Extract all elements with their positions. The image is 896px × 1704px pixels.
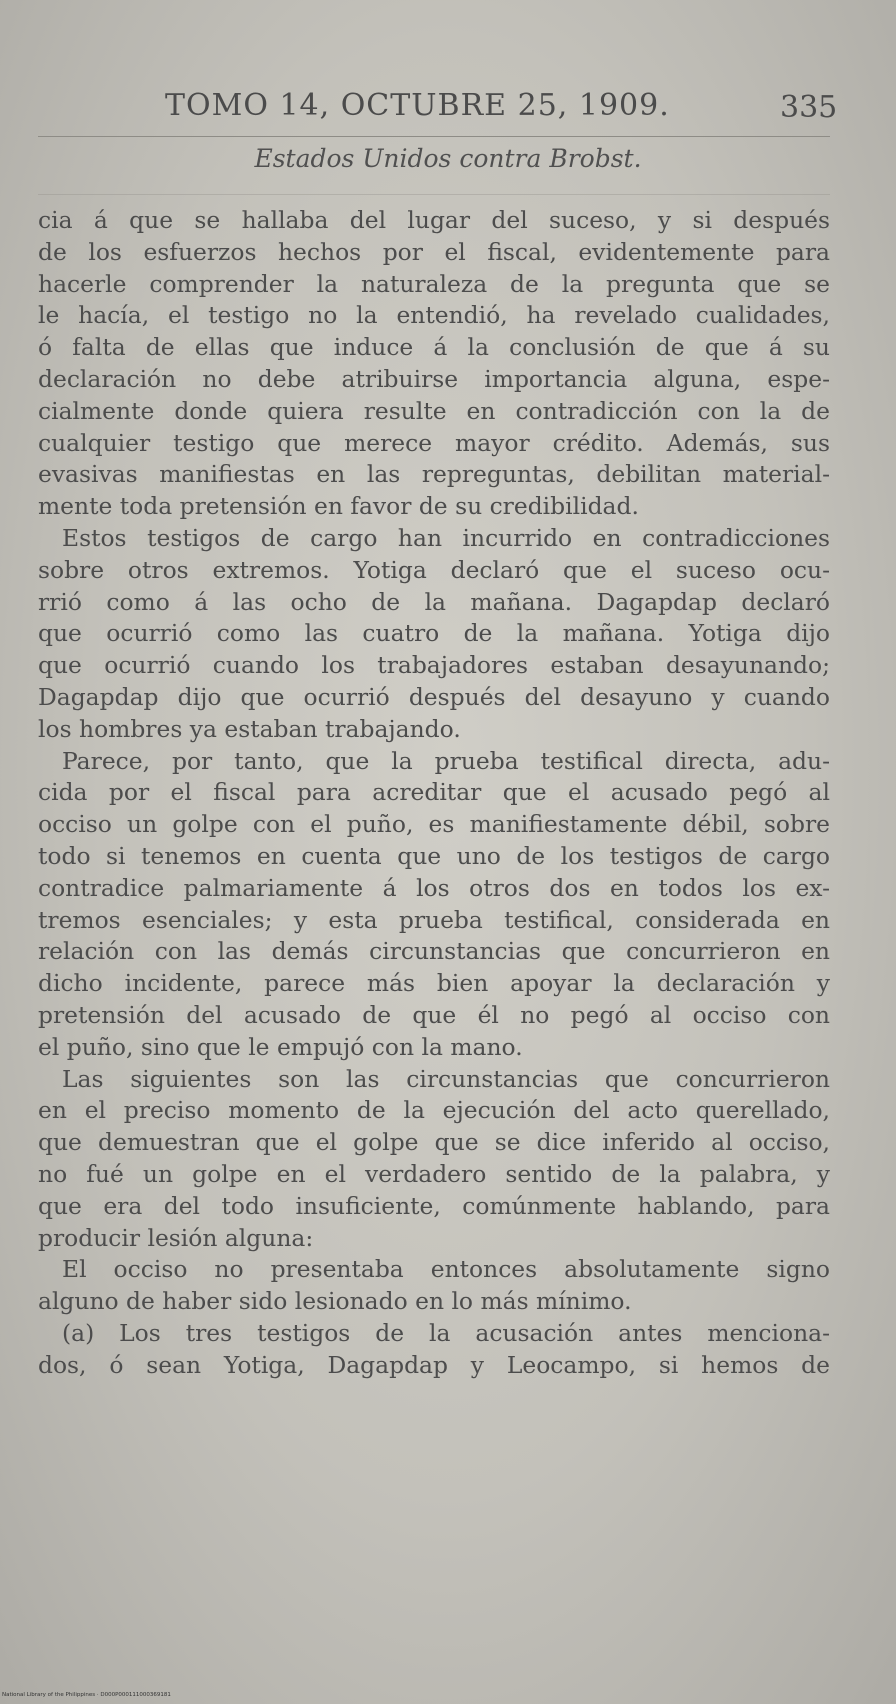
text-line: (a) Los tres testigos de la acusación antes menciona- <box>62 1318 830 1347</box>
case-title: Estados Unidos contra Brobst. <box>254 144 642 173</box>
text-line: que ocurrió cuando los trabajadores estaban desayunando; <box>38 651 830 680</box>
footer-credit: National Library of the Philippines · D000P000111000369181 <box>2 1692 171 1698</box>
page-number: 335 <box>780 90 838 125</box>
text-line: relación con las demás circunstancias que concurrieron en <box>38 937 830 966</box>
text-line: alguno de haber sido lesionado en lo más mínimo. <box>38 1287 632 1316</box>
text-line: le hacía, el testigo no la entendió, ha revelado cualidades, <box>38 301 830 330</box>
text-line: cialmente donde quiera resulte en contradicción con la de <box>38 396 830 425</box>
text-line: Dagapdap dijo que ocurrió después del desayuno y cuando <box>38 682 830 711</box>
text-line: Estos testigos de cargo han incurrido en contradicciones <box>62 523 830 552</box>
text-line: El occiso no presentaba entonces absolutamente signo <box>62 1255 830 1284</box>
text-line: de los esfuerzos hechos por el fiscal, evidentemente para <box>38 237 830 266</box>
text-line: mente toda pretensión en favor de su credibilidad. <box>38 492 639 521</box>
text-line: el puño, sino que le empujó con la mano. <box>38 1032 523 1061</box>
text-line: no fué un golpe en el verdadero sentido de la palabra, y <box>38 1159 830 1188</box>
text-line: rrió como á las ocho de la mañana. Dagapdap declaró <box>38 587 830 616</box>
case-title-rule <box>38 194 830 195</box>
text-line: dos, ó sean Yotiga, Dagapdap y Leocampo, si hemos de <box>38 1350 830 1379</box>
text-line: que era del todo insuficiente, comúnmente hablando, para <box>38 1191 830 1220</box>
text-line: declaración no debe atribuirse importancia alguna, espe- <box>38 364 830 393</box>
text-line: los hombres ya estaban trabajando. <box>38 714 461 743</box>
text-line: hacerle comprender la naturaleza de la pregunta que se <box>38 269 830 298</box>
text-line: cualquier testigo que merece mayor crédito. Además, sus <box>38 428 830 457</box>
text-line: Las siguientes son las circunstancias que concurrieron <box>62 1064 830 1093</box>
header-rule <box>38 136 830 137</box>
text-line: evasivas manifiestas en las repreguntas, debilitan material- <box>38 460 830 489</box>
text-line: tremos esenciales; y esta prueba testifical, considerada en <box>38 905 830 934</box>
text-line: Parece, por tanto, que la prueba testifical directa, adu- <box>62 746 830 775</box>
text-line: ó falta de ellas que induce á la conclusión de que á su <box>38 333 830 362</box>
text-line: pretensión del acusado de que él no pegó al occiso con <box>38 1000 830 1029</box>
text-line: cia á que se hallaba del lugar del suceso, y si después <box>38 206 830 234</box>
text-line: que demuestran que el golpe que se dice inferido al occiso, <box>38 1128 830 1157</box>
text-line: occiso un golpe con el puño, es manifiestamente débil, sobre <box>38 810 830 839</box>
body-text <box>38 205 830 1381</box>
text-line: en el preciso momento de la ejecución del acto querellado, <box>38 1096 830 1125</box>
text-line: dicho incidente, parece más bien apoyar la declaración y <box>38 969 830 998</box>
text-line: cida por el fiscal para acreditar que el acusado pegó al <box>38 778 830 807</box>
text-line: todo si tenemos en cuenta que uno de los testigos de cargo <box>38 841 830 870</box>
text-line: sobre otros extremos. Yotiga declaró que el suceso ocu- <box>38 555 830 584</box>
text-line: contradice palmariamente á los otros dos en todos los ex- <box>38 873 830 902</box>
text-line: que ocurrió como las cuatro de la mañana. Yotiga dijo <box>38 619 830 648</box>
text-line: producir lesión alguna: <box>38 1223 314 1252</box>
running-head: TOMO 14, OCTUBRE 25, 1909. <box>165 88 670 123</box>
